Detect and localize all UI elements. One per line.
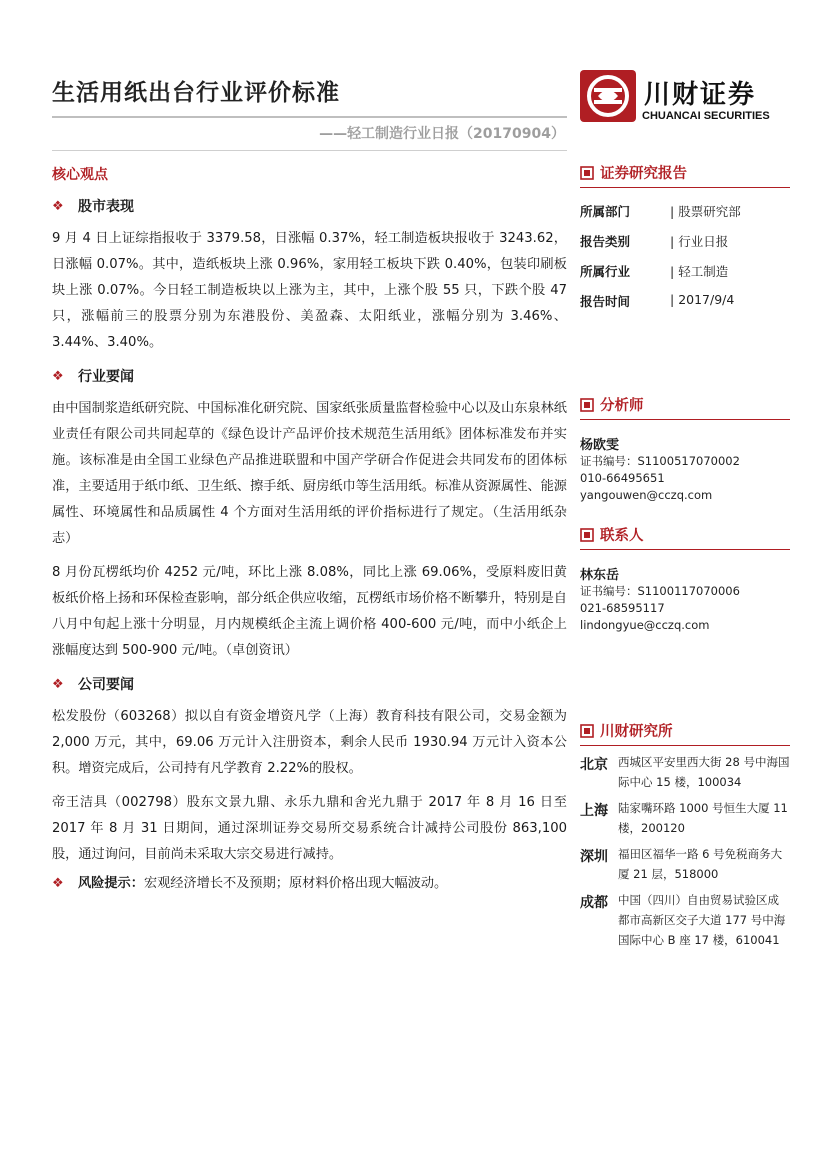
page-subtitle: ——轻工制造行业日报（20170904）: [319, 126, 565, 142]
section-heading: ❖ 股市表现: [52, 198, 134, 215]
section-company-news: [52, 674, 567, 868]
paragraph: 8 月份瓦楞纸均价 4252 元/吨，环比上涨 8.08%，同比上涨 69.06%，受原料废旧黄板纸价格上扬和环保检查影响，部分纸企供应收缩，瓦楞纸市场价格不断攀升，特别是自八月中旬起上涨十分明显，月内规模纸企主流上调价格 400-600 元/吨，而中小纸企上涨幅度达到 500-900 元/吨。（卓创资讯）: [52, 565, 567, 658]
paragraph: 松发股份（603268）拟以自有资金增资凡学（上海）教育科技有限公司，交易金额为 2,000 万元，其中，69.06 万元计入注册资本，剩余人民币 1930.94 万元计入资本公积。增资完成后，公司持有凡学教育 2.22%的股权。: [52, 709, 567, 776]
office-city: 深圳: [580, 849, 608, 865]
contact-name: 林东岳: [580, 568, 620, 583]
section-market: [52, 196, 567, 356]
contact-email[interactable]: lindongyue@cczq.com: [580, 618, 710, 632]
info-row: 报告时间 | 2017/9/4: [580, 292, 790, 322]
core-viewpoint-label: 核心观点: [52, 167, 108, 183]
diamond-bullet-icon: ❖: [52, 198, 64, 214]
header-divider: [52, 116, 567, 118]
analyst-card: [580, 434, 790, 504]
section-industry-news: [52, 366, 567, 664]
analyst-phone: 010-66495651: [580, 471, 665, 485]
paragraph: 帝王洁具（002798）股东文景九鼎、永乐九鼎和舍光九鼎于 2017 年 8 月 16 日至 2017 年 8 月 31 日期间，通过深圳证券交易所交易系统合计减持公司股份 863,100 股，通过询问，目前尚未采取大宗交易进行减持。: [52, 795, 567, 862]
institute-icon: [580, 724, 594, 738]
diamond-bullet-icon: ❖: [52, 876, 64, 891]
report-icon: [580, 166, 594, 180]
risk-text: 宏观经济增长不及预期；原材料价格出现大幅波动。: [143, 876, 448, 891]
logo-text-cn: 川财证券: [644, 80, 757, 110]
info-row: 报告类别 | 行业日报: [580, 232, 790, 262]
office-address: 中国（四川）自由贸易试验区成都市高新区交子大道 177 号中海国际中心 B 座 17 楼，610041: [618, 893, 786, 947]
analyst-heading: 分析师: [580, 394, 790, 420]
logo-mark-icon: [580, 70, 636, 122]
logo-text-en: CHUANCAI SECURITIES: [642, 110, 770, 122]
sidebar: [580, 162, 790, 956]
contact-heading: 联系人: [580, 524, 790, 550]
risk-label: 风险提示：: [78, 876, 144, 891]
office-city: 成都: [580, 895, 608, 911]
page-title: 生活用纸出台行业评价标准: [52, 80, 340, 106]
report-info-heading: 证券研究报告: [580, 162, 790, 188]
office-city: 北京: [580, 757, 608, 773]
contact-card: [580, 564, 790, 634]
contact-phone: 021-68595117: [580, 601, 665, 615]
office-address: 福田区福华一路 6 号免税商务大厦 21 层，518000: [618, 847, 783, 881]
section-heading: ❖ 公司要闻: [52, 676, 134, 693]
office-address: 陆家嘴环路 1000 号恒生大厦 11 楼，200120: [618, 801, 788, 835]
office-list: [580, 752, 790, 950]
office-item: [580, 890, 790, 950]
contact-icon: [580, 528, 594, 542]
office-item: [580, 752, 790, 792]
contact-cert: 证书编号：S1100117070006: [580, 584, 740, 598]
info-row: 所属行业 | 轻工制造: [580, 262, 790, 292]
risk-warning: [52, 872, 567, 896]
section-heading: ❖ 行业要闻: [52, 368, 134, 385]
office-city: 上海: [580, 803, 608, 819]
office-address: 西城区平安里西大街 28 号中海国际中心 15 楼，100034: [618, 755, 790, 789]
person-icon: [580, 398, 594, 412]
analyst-name: 杨欧雯: [580, 438, 620, 453]
header-divider-thin: [52, 150, 567, 151]
diamond-bullet-icon: ❖: [52, 368, 64, 384]
analyst-cert: 证书编号：S1100517070002: [580, 454, 740, 468]
info-row: 所属部门 | 股票研究部: [580, 202, 790, 232]
analyst-email[interactable]: yangouwen@cczq.com: [580, 488, 713, 502]
main-content: [52, 164, 567, 896]
office-item: [580, 844, 790, 884]
diamond-bullet-icon: ❖: [52, 676, 64, 692]
paragraph: 由中国制浆造纸研究院、中国标准化研究院、国家纸张质量监督检验中心以及山东泉林纸业责任有限公司共同起草的《绿色设计产品评价技术规范生活用纸》团体标准发布并实施。该标准是由全国工业绿色产品推进联盟和中国产学研合作促进会共同发布的团体标准，主要适用于纸巾纸、卫生纸、擦手纸、厨房纸巾等生活用纸。标准从资源属性、能源属性、环境属性和品质属性 4 个方面对生活用纸的评价指标进行了规定。（生活用纸杂志）: [52, 401, 567, 546]
paragraph: 9 月 4 日上证综指报收于 3379.58，日涨幅 0.37%，轻工制造板块报收于 3243.62，日涨幅 0.07%。其中，造纸板块上涨 0.96%，家用轻工板块下跌 0.40%，包装印刷板块上涨 0.07%。今日轻工制造板块以上涨为主，其中，上涨个股 55 只，下跌个股 47 只，涨幅前三的股票分别为东港股份、美盈森、太阳纸业，涨幅分别为 3.46%、3.44%、3.40%。: [52, 231, 567, 350]
office-item: [580, 798, 790, 838]
institute-heading: 川财研究所: [580, 720, 790, 746]
report-info-table: [580, 202, 790, 322]
company-logo: [580, 70, 780, 126]
